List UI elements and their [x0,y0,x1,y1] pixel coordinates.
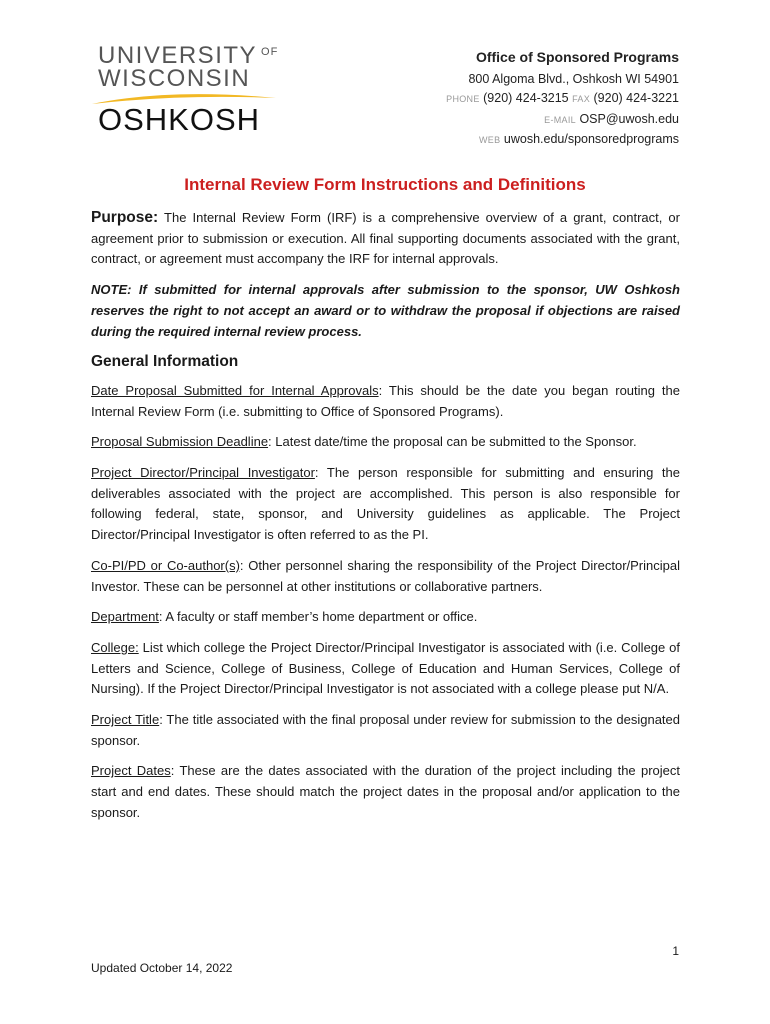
definition-item [91,710,680,751]
definition-term: Project Title [91,712,160,728]
fax-label: FAX [572,94,591,104]
definition-term: College: [91,639,139,655]
logo-university: UNIVERSITY [98,42,258,69]
definition-text: : Other personnel sharing the responsibility of the Project Director/Principal Investor. These can be personnel at other institutions or collaborative partners. [91,557,680,594]
definition-text: : This should be the date you began routing the Internal Review Form (i.e. submitting to Office of Sponsored Programs). [91,382,681,419]
purpose-label: Purpose: [91,209,159,226]
updated-date: Updated October 14, 2022 [91,961,233,975]
definition-text: : A faculty or staff member’s home department or office. [158,609,478,625]
fax-value: (920) 424-3221 [593,91,679,105]
definition-text: : The title associated with the final proposal under review for submission to the designated sponsor. [91,712,680,748]
definition-text: : Latest date/time the proposal can be submitted to the Sponsor. [268,434,637,450]
office-title: Office of Sponsored Programs [475,49,679,65]
email-label: E-MAIL [544,114,576,125]
document-title: Internal Review Form Instructions and Definitions [184,175,586,194]
definition-item [91,463,680,546]
definition-text: List which college the Project Director/Principal Investigator is associated with (i.e. College of Letters and Science, College of Business, College of Education and Human Services, College of Nursing). If the Project Director/Principal Investigator is not associated with a college please put N/A. [91,639,680,697]
email-value[interactable]: OSP@uwosh.edu [579,111,679,126]
uw-oshkosh-logo [90,42,280,138]
purpose-paragraph [91,208,680,270]
phone-value: (920) 424-3215 [483,91,569,105]
definition-term: Project Director/Principal Investigator [91,465,315,481]
office-email [446,110,679,131]
definition-item [91,638,680,700]
definition-item [91,381,680,422]
web-value[interactable]: uwosh.edu/sponsoredprograms [503,132,679,146]
document-body [91,208,680,834]
definition-term: Date Proposal Submitted for Internal Approvals [91,382,379,398]
page-number: 1 [672,944,679,958]
definition-item [91,432,680,453]
web-label: WEB [479,135,501,145]
office-phone-fax [446,89,679,110]
logo-of: OF [261,46,279,58]
office-address: 800 Algoma Blvd., Oshkosh WI 54901 [468,71,679,86]
office-web [446,130,679,151]
definition-text: : The person responsible for submitting and ensuring the deliverables associated with the project are accomplished. This person is also responsible for following federal, state, sponsor, and University guidelines as applicable. The Project Director/Principal Investigator is often referred to as the PI. [91,465,680,543]
definition-term: Proposal Submission Deadline [91,434,269,450]
definition-term: Department [91,609,159,625]
office-contact [446,48,679,151]
definition-term: Co-PI/PD or Co-author(s) [91,557,240,573]
definition-term: Project Dates [91,763,171,779]
definition-item [91,556,680,597]
definition-item [91,761,680,823]
logo-oshkosh: OSHKOSH [98,102,261,137]
definition-item [91,607,680,628]
purpose-text: The Internal Review Form (IRF) is a comprehensive overview of a grant, contract, or agreement prior to submission or execution. All final supporting documents associated with the grant, contract, or agreement must accompany the IRF for internal approvals. [91,210,680,267]
general-information-heading: General Information [91,353,239,371]
note-paragraph: NOTE: If submitted for internal approvals after submission to the sponsor, UW Oshkosh reserves the right to not accept an award or to withdraw the proposal if objections are raised during the required internal review process. [91,282,680,339]
logo-wisconsin: WISCONSIN [98,65,251,92]
phone-label: PHONE [446,94,480,104]
definition-text: : These are the dates associated with the duration of the project including the project start and end dates. These should match the project dates in the proposal and/or application to the sponsor. [91,763,680,820]
